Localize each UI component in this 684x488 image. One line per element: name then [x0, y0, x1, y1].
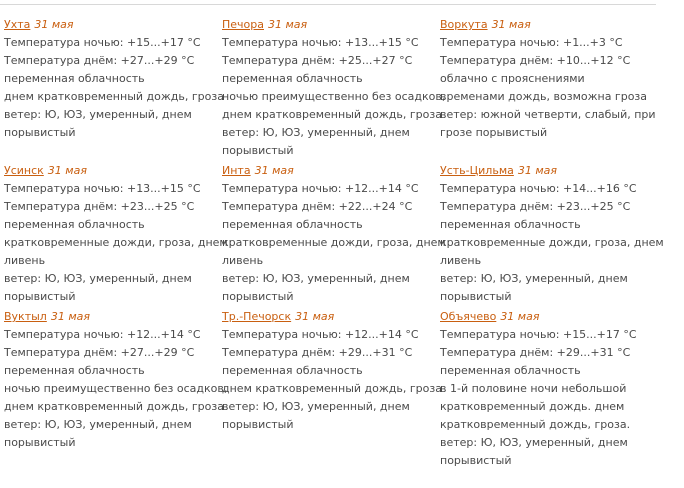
- forecast-card-inta: [222, 162, 446, 308]
- weather-line: грозе порывистый: [440, 126, 548, 139]
- weather-line: порывистый: [440, 454, 512, 467]
- weather-line: порывистый: [222, 144, 294, 157]
- weather-line: кратковременный дождь, гроза.: [440, 418, 631, 431]
- forecast-date: 31 мая: [47, 164, 87, 177]
- forecast-date: 31 мая: [295, 310, 335, 323]
- weather-line: переменная облачность: [4, 364, 145, 377]
- weather-line: переменная облачность: [222, 218, 363, 231]
- forecast-date: 31 мая: [268, 18, 308, 31]
- top-divider: [0, 0, 656, 5]
- forecast-date: 31 мая: [500, 310, 540, 323]
- weather-line: переменная облачность: [4, 72, 145, 85]
- weather-line: кратковременный дождь. днем: [440, 400, 625, 413]
- forecast-date: 31 мая: [517, 164, 558, 177]
- weather-line: переменная облачность: [4, 218, 145, 231]
- weather-line: ветер: Ю, ЮЗ, умеренный, днем: [4, 108, 192, 121]
- weather-line: переменная облачность: [222, 72, 363, 85]
- day-temperature: Температура днём: +22...+24 °C: [222, 200, 413, 213]
- weather-line: ветер: Ю, ЮЗ, умеренный, днем: [222, 400, 410, 413]
- night-temperature: Температура ночью: +12...+14 °C: [222, 182, 419, 195]
- city-link[interactable]: Усть-Цильма: [440, 164, 514, 177]
- weather-line: временами дождь, возможна гроза: [440, 90, 648, 103]
- weather-line: ливень: [440, 254, 482, 267]
- weather-line: ветер: южной четверти, слабый, при: [440, 108, 656, 121]
- day-temperature: Температура днём: +25...+27 °C: [222, 54, 413, 67]
- night-temperature: Температура ночью: +15...+17 °C: [4, 36, 201, 49]
- forecast-date: 31 мая: [254, 164, 294, 177]
- weather-line: днем кратковременный дождь, гроза: [222, 382, 442, 395]
- weather-line: ночью преимущественно без осадков,: [222, 90, 446, 103]
- forecast-card-ukhta: [4, 16, 222, 162]
- forecast-date: 31 мая: [491, 18, 531, 31]
- night-temperature: Температура ночью: +13...+15 °C: [222, 36, 419, 49]
- weather-line: порывистый: [4, 126, 76, 139]
- day-temperature: Температура днём: +23...+25 °C: [440, 200, 631, 213]
- weather-line: днем кратковременный дождь, гроза: [4, 90, 224, 103]
- day-temperature: Температура днём: +10...+12 °C: [440, 54, 631, 67]
- weather-line: ветер: Ю, ЮЗ, умеренный, днем: [4, 418, 192, 431]
- weather-line: ветер: Ю, ЮЗ, умеренный, днем: [440, 436, 628, 449]
- weather-line: переменная облачность: [222, 364, 363, 377]
- forecast-grid: [4, 16, 664, 468]
- city-link[interactable]: Ухта: [4, 18, 31, 31]
- weather-line: порывистый: [4, 290, 76, 303]
- day-temperature: Температура днём: +29...+31 °C: [440, 346, 631, 359]
- forecast-card-vuktyl: [4, 308, 228, 468]
- forecast-card-obyachevo: [440, 308, 658, 468]
- night-temperature: Температура ночью: +13...+15 °C: [4, 182, 201, 195]
- night-temperature: Температура ночью: +12...+14 °C: [4, 328, 201, 341]
- weather-line: ветер: Ю, ЮЗ, умеренный, днем: [4, 272, 192, 285]
- weather-line: переменная облачность: [440, 218, 581, 231]
- weather-line: кратковременные дожди, гроза, днем: [440, 236, 664, 249]
- weather-line: в 1-й половине ночи небольшой: [440, 382, 627, 395]
- city-link[interactable]: Тр.-Печорск: [222, 310, 292, 323]
- city-link[interactable]: Воркута: [440, 18, 488, 31]
- weather-line: облачно с прояснениями: [440, 72, 585, 85]
- weather-line: порывистый: [222, 418, 294, 431]
- city-link[interactable]: Инта: [222, 164, 251, 177]
- night-temperature: Температура ночью: +14...+16 °C: [440, 182, 637, 195]
- weather-line: порывистый: [440, 290, 512, 303]
- day-temperature: Температура днём: +29...+31 °C: [222, 346, 413, 359]
- city-link[interactable]: Печора: [222, 18, 264, 31]
- weather-line: ветер: Ю, ЮЗ, умеренный, днем: [222, 272, 410, 285]
- forecast-card-pechora: [222, 16, 446, 162]
- forecast-card-tr-pechorsk: [222, 308, 440, 468]
- forecast-date: 31 мая: [34, 18, 74, 31]
- day-temperature: Температура днём: +27...+29 °C: [4, 346, 195, 359]
- weather-line: ветер: Ю, ЮЗ, умеренный, днем: [222, 126, 410, 139]
- weather-line: переменная облачность: [440, 364, 581, 377]
- forecast-card-usinsk: [4, 162, 228, 308]
- weather-line: порывистый: [222, 290, 294, 303]
- weather-line: порывистый: [4, 436, 76, 449]
- city-link[interactable]: Усинск: [4, 164, 44, 177]
- weather-line: ливень: [222, 254, 264, 267]
- night-temperature: Температура ночью: +15...+17 °C: [440, 328, 637, 341]
- night-temperature: Температура ночью: +12...+14 °C: [222, 328, 419, 341]
- day-temperature: Температура днём: +23...+25 °C: [4, 200, 195, 213]
- weather-line: днем кратковременный дождь, гроза: [4, 400, 224, 413]
- city-link[interactable]: Объячево: [440, 310, 497, 323]
- city-link[interactable]: Вуктыл: [4, 310, 47, 323]
- weather-line: ливень: [4, 254, 46, 267]
- weather-line: ветер: Ю, ЮЗ, умеренный, днем: [440, 272, 628, 285]
- forecast-card-ust-tsilma: [440, 162, 664, 308]
- weather-line: кратковременные дожди, гроза, днем: [222, 236, 446, 249]
- night-temperature: Температура ночью: +1...+3 °C: [440, 36, 623, 49]
- forecast-date: 31 мая: [50, 310, 90, 323]
- forecast-card-vorkuta: [440, 16, 658, 162]
- weather-line: кратковременные дожди, гроза, днем: [4, 236, 228, 249]
- day-temperature: Температура днём: +27...+29 °C: [4, 54, 195, 67]
- weather-line: днем кратковременный дождь, гроза: [222, 108, 442, 121]
- weather-line: ночью преимущественно без осадков,: [4, 382, 228, 395]
